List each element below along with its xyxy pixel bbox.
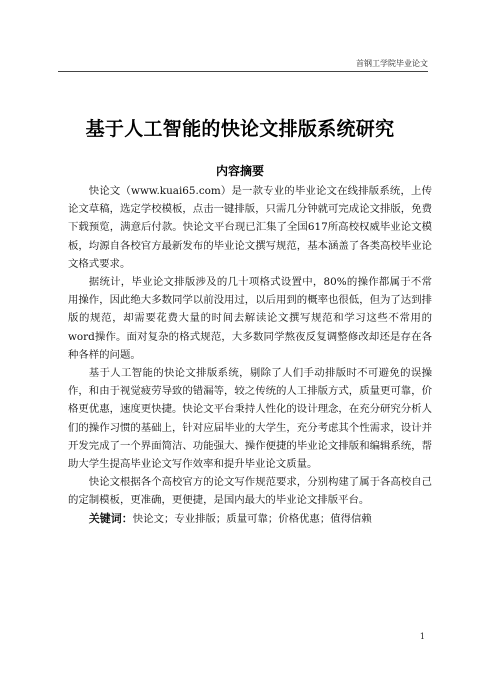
abstract-heading: 内容摘要 <box>215 164 264 178</box>
abstract-paragraph: 基于人工智能的快论文排版系统，剔除了人们手动排版时不可避免的误操作，和由于视觉疲劳导致的错漏等，较之传统的人工排版方式，质量更可靠，价格更优惠，速度更快捷。快论文平台秉持人性化的设计理念，在充分研究分析人们的操作习惯的基础上，针对应届毕业的大学生，充分考虑其个性需求，设计并开发完成了一个界面简洁、功能强大、操作便捷的毕业论文排版和编辑系统，帮助大学生提高毕业论文写作效率和提升毕业论文质量。 <box>68 367 432 471</box>
abstract-paragraph: 快论文根据各个高校官方的论文写作规范要求，分别构建了属于各高校自己的定制模板，更准确，更便捷，是国内最大的毕业论文排版平台。 <box>68 476 432 507</box>
running-header: 首钢工学院毕业论文 <box>356 59 428 68</box>
abstract-paragraph: 快论文（www.kuai65.com）是一款专业的毕业论文在线排版系统，上传论文草稿，选定学校模板，点击一键排版，只需几分钟就可完成论文排版，免费下载预览，满意后付款。快论文平台现已汇集了全国617所高校权威毕业论文模板，均源自各校官方最新发布的毕业论文撰写规范，基本涵盖了各类高校毕业论文格式要求。 <box>68 185 432 270</box>
paper-title: 基于人工智能的快论文排版系统研究 <box>85 118 395 140</box>
header-rule <box>58 71 428 72</box>
page-number: 1 <box>419 632 425 641</box>
keywords-label: 关键词： <box>88 511 133 525</box>
keywords-line <box>68 510 432 528</box>
keywords-text: 快论文；专业排版；质量可靠；价格优惠；值得信赖 <box>132 512 372 525</box>
abstract-body <box>68 182 432 528</box>
abstract-paragraph: 据统计，毕业论文排版涉及的几十项格式设置中，80%的操作都属于不常用操作，因此绝大多数同学以前没用过，以后用到的概率也很低，但为了达到排版的规范，却需要花费大量的时间去解读论文撰写规范和学习这些不常用的word操作。面对复杂的格式规范，大多数同学熬夜反复调整修改却还是存在各种各样的问题。 <box>68 276 432 361</box>
